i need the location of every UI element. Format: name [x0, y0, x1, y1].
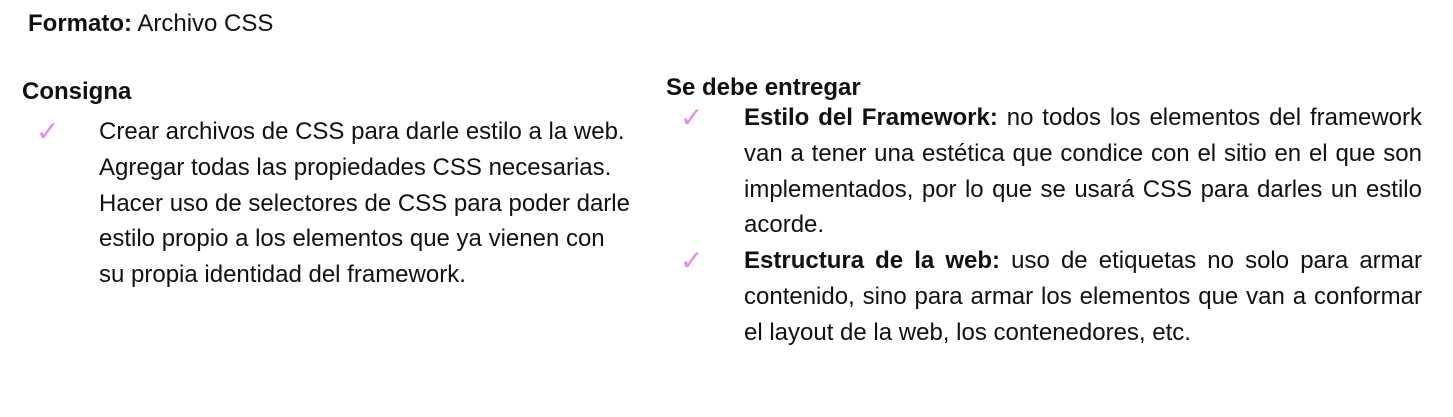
entregar-item-title: Estructura de la web:: [744, 247, 1001, 275]
entregar-item-text: uso de etiquetas no solo para armar contenido, sino para armar los elementos que van a conformar el layout de la web, los contenedores, etc.: [744, 247, 1423, 346]
format-value: Archivo CSS: [137, 10, 274, 37]
check-icon: ✓: [36, 115, 60, 148]
entregar-item-title: Estilo del Framework:: [744, 104, 998, 131]
entregar-section: [666, 72, 1426, 351]
consigna-item: [22, 114, 634, 293]
format-label: Formato:: [28, 10, 132, 37]
consigna-section: [22, 76, 642, 293]
format-line: [28, 8, 273, 40]
entregar-item: [666, 100, 1422, 243]
entregar-heading: Se debe entregar: [666, 74, 861, 101]
check-icon: ✓: [680, 244, 704, 278]
check-icon: ✓: [680, 101, 704, 134]
entregar-item: [666, 243, 1422, 350]
entregar-item-text: no todos los elementos del framework van a tener una estética que condice con el sitio en el que son implementados, por lo que se usará CSS para darles un estilo acorde.: [744, 104, 1422, 239]
consigna-item-text: Crear archivos de CSS para darle estilo a la web. Agregar todas las propiedades CSS necesarias. Hacer uso de selectores de CSS para poder darle estilo propio a los elementos que ya vienen con su propia identidad del framework.: [99, 118, 630, 289]
consigna-heading: Consigna: [22, 78, 132, 105]
